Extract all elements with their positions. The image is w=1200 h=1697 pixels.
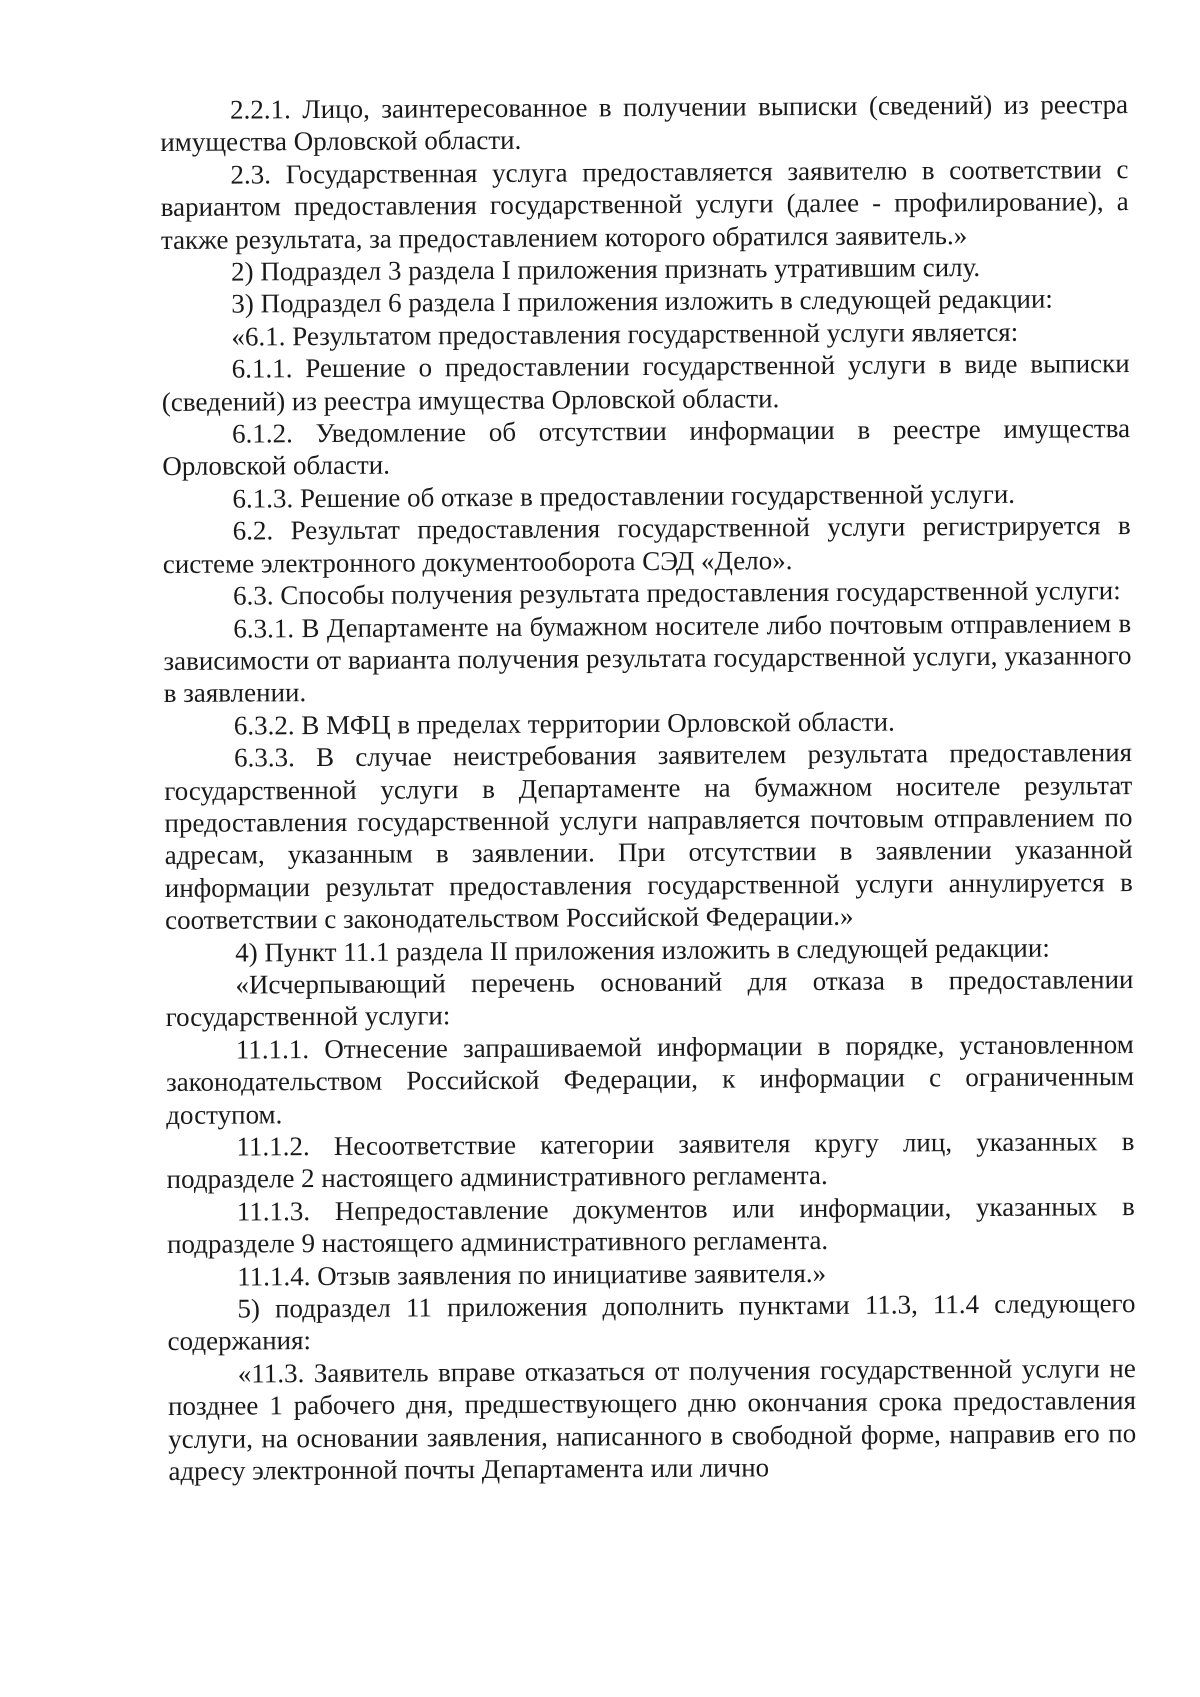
paragraph-6-2: 6.2. Результат предоставления государственной услуги регистрируется в системе электронного документооборота СЭД «Дело». <box>162 510 1131 579</box>
paragraph-11-1-1: 11.1.1. Отнесение запрашиваемой информации в порядке, установленном законодательством Российской Федерации, к информации с ограниченным доступом. <box>165 1028 1135 1130</box>
paragraph-11-1-4: 11.1.4. Отзыв заявления по инициативе заявителя.» <box>237 1257 827 1292</box>
paragraph-6-3-1: 6.3.1. В Департаменте на бумажном носителе либо почтовым отправлением в зависимости от варианта получения результата государственной услуги, указанного в заявлении. <box>163 607 1132 709</box>
paragraph-6-1-2: 6.1.2. Уведомление об отсутствии информации в реестре имущества Орловской области. <box>162 413 1131 482</box>
paragraph-6-3: 6.3. Способы получения результата предоставления государственной услуги: <box>232 575 1121 611</box>
paragraph-11-1-2: 11.1.2. Несоответствие категории заявителя кругу лиц, указанных в подразделе 2 настоящего административного регламента. <box>166 1126 1135 1195</box>
paragraph-11-3: «11.3. Заявитель вправе отказаться от получения государственной услуги не позднее 1 рабочего дня, предшествующего дню окончания срока предоставления услуги, на основании заявления, написанного в свободной форме, направив его по адресу электронной почты Департамента или лично <box>167 1352 1137 1487</box>
paragraph-6-3-3: 6.3.3. В случае неистребования заявителем результата предоставления государственной услуги в Департаменте на бумажном носителе результат предоставления государственной услуги направляется почтовым отправлением по адресам, указанным в заявлении. При отсутствии в заявлении указанной информации результат предоставления государственной услуги аннулируется в соответствии с законодательством Российской Федерации.» <box>164 737 1133 936</box>
paragraph-item-5: 5) подраздел 11 приложения дополнить пунктами 11.3, 11.4 следующего содержания: <box>167 1288 1136 1357</box>
document-body <box>160 88 1136 1487</box>
paragraph-2-3: 2.3. Государственная услуга предоставляется заявителю в соответствии с вариантом предоставления государственной услуги (далее - профилирование), а также результата, за предоставлением которого обратился заявитель.» <box>160 153 1129 255</box>
paragraph-item-3: 3) Подраздел 6 раздела I приложения изложить в следующей редакции: <box>231 283 1053 320</box>
paragraph-6-1: «6.1. Результатом предоставления государственной услуги является: <box>231 316 1019 352</box>
paragraph-refusal-grounds: «Исчерпывающий перечень оснований для отказа в предоставлении государственной услуги: <box>165 964 1134 1033</box>
paragraph-11-1-3: 11.1.3. Непредоставление документов или информации, указанных в подразделе 9 настоящего административного регламента. <box>166 1190 1135 1260</box>
paragraph-6-3-2: 6.3.2. В МФЦ в пределах территории Орловской области. <box>233 706 895 741</box>
paragraph-2-2-1: 2.2.1. Лицо, заинтересованное в получении выписки (сведений) из реестра имущества Орловской области. <box>160 89 1129 158</box>
paragraph-item-2: 2) Подраздел 3 раздела I приложения признать утратившим силу. <box>230 252 981 287</box>
paragraph-item-4: 4) Пункт 11.1 раздела II приложения изложить в следующей редакции: <box>235 932 1050 968</box>
paragraph-6-1-3: 6.1.3. Решение об отказе в предоставлении государственной услуги. <box>232 478 1016 514</box>
paragraph-6-1-1: 6.1.1. Решение о предоставлении государственной услуги в виде выписки (сведений) из реестра имущества Орловской области. <box>161 348 1130 417</box>
